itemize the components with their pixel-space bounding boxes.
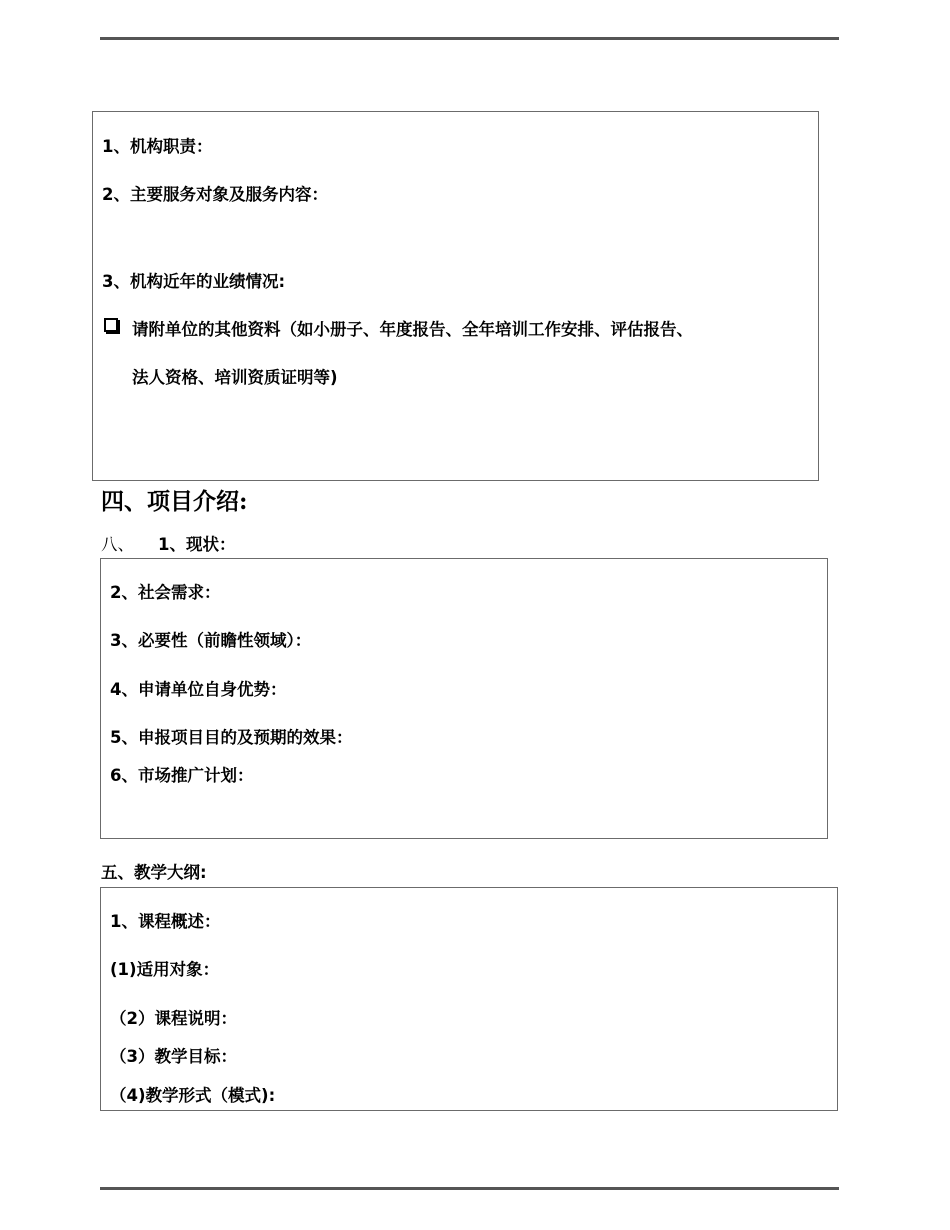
teaching-format-label: （4)教学形式（模式): [110, 1086, 276, 1105]
syllabus-title: 五、教学大纲: [101, 863, 207, 882]
teaching-goal-label: （3）教学目标： [110, 1047, 237, 1066]
course-description-label: （2）课程说明： [110, 1009, 237, 1028]
header-rule [100, 37, 839, 40]
project-intro-title: 四、项目介绍: [101, 488, 248, 515]
social-demand-label: 2、社会需求： [110, 583, 221, 602]
institution-info-box [92, 111, 819, 481]
performance-label: 3、机构近年的业绩情况: [102, 272, 286, 291]
attachment-label-line2: 法人资格、培训资质证明等) [132, 368, 338, 387]
necessity-label: 3、必要性（前瞻性领域）： [110, 631, 312, 650]
project-intro-sub-prefix: 八、 [101, 535, 134, 554]
institution-duty-label: 1、机构职责： [102, 137, 213, 156]
service-target-label: 2、主要服务对象及服务内容： [102, 185, 328, 204]
attachment-checkbox[interactable] [104, 318, 118, 332]
current-status-label: 1、现状： [158, 535, 236, 554]
market-plan-label: 6、市场推广计划： [110, 766, 254, 785]
project-goal-label: 5、申报项目目的及预期的效果： [110, 728, 353, 747]
course-overview-label: 1、课程概述： [110, 912, 221, 931]
attachment-label-line1: 请附单位的其他资料（如小册子、年度报告、全年培训工作安排、评估报告、 [132, 320, 693, 339]
applicant-advantage-label: 4、申请单位自身优势： [110, 680, 287, 699]
footer-rule [100, 1187, 839, 1190]
target-audience-label: (1)适用对象： [110, 960, 220, 979]
